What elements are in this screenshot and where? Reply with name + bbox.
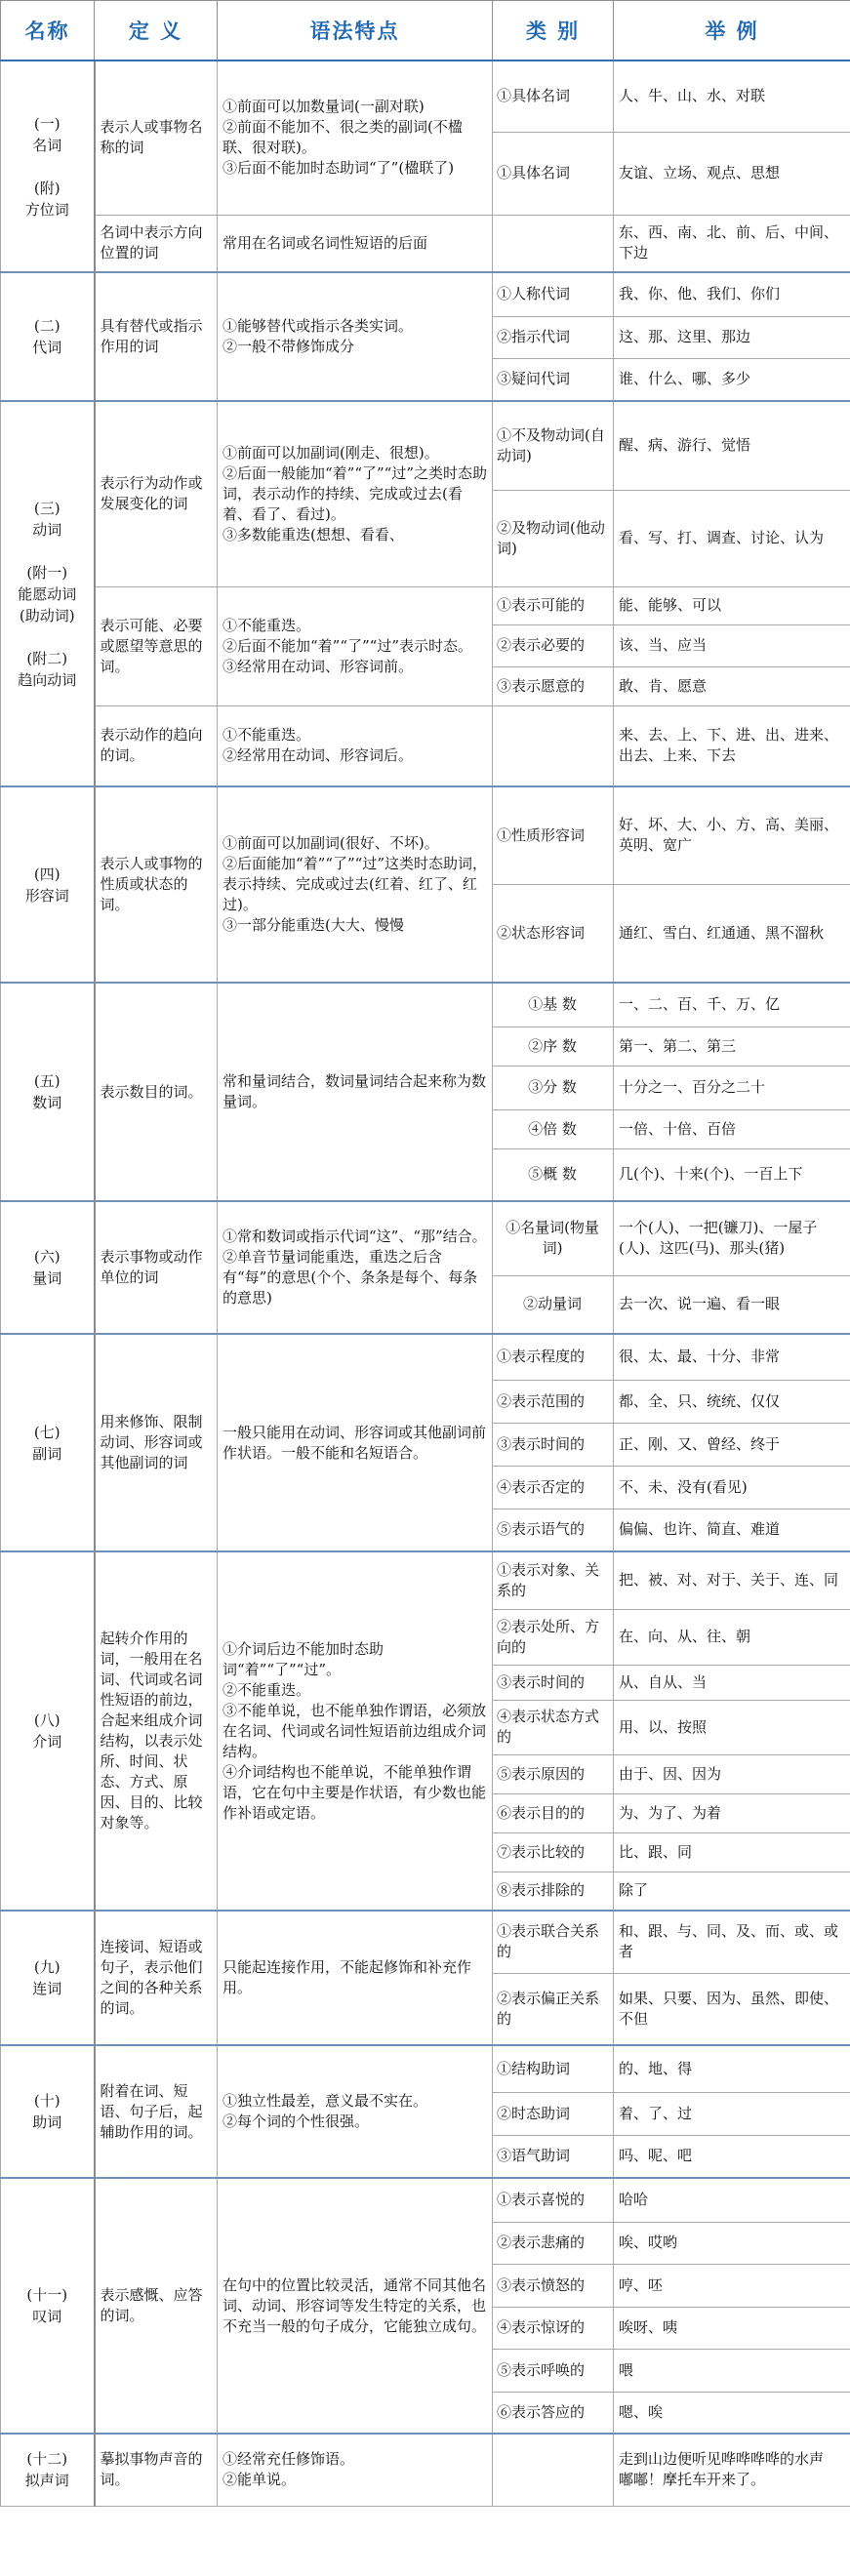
numeral-category-1: ①基 数 (493, 983, 614, 1026)
adverb-example-1: 很、太、最、十分、非常 (614, 1334, 850, 1380)
directional-category (493, 705, 614, 786)
particle-name: (十) 助词 (1, 2045, 95, 2178)
numeral-grammar: 常和量词结合，数词量词结合起来称为数量词。 (218, 983, 493, 1201)
verb-row-1 (1, 401, 850, 490)
adjective-example-2: 通红、雪白、红通通、黑不溜秋 (614, 884, 850, 983)
numeral-category-2: ②序 数 (493, 1026, 614, 1066)
adverb-definition: 用来修饰、限制动词、形容词或其他副词的词 (95, 1334, 218, 1551)
preposition-example-5: 由于、因、因为 (614, 1754, 850, 1793)
noun-name: (一) 名词 (附) 方位词 (1, 60, 95, 272)
interjection-category-3: ③表示愤怒的 (493, 2264, 614, 2307)
conjunction-row-1 (1, 1911, 850, 1973)
verb-grammar: ①前面可以加副词(刚走、很想)。 ②后面一般能加“着”“了”“过”之类时态助词，表示动作的持续、完成或过去(看着、看了、看过)。 ③多数能重迭(想想、看看、 (218, 401, 493, 586)
preposition-definition: 起转介作用的词，一般用在名词、代词或名词性短语的前边，合起来组成介词结构，以表示处所、时间、状态、方式、原因、目的、比较对象等。 (95, 1551, 218, 1911)
numeral-example-2: 第一、第二、第三 (614, 1026, 850, 1066)
adverb-example-4: 不、未、没有(看见) (614, 1466, 850, 1509)
onomatopoeia-grammar: ①经常充任修饰语。 ②能单说。 (218, 2434, 493, 2506)
header-name: 名称 (1, 1, 95, 61)
noun-example-1: 人、牛、山、水、对联 (614, 60, 850, 132)
particle-example-1: 的、地、得 (614, 2045, 850, 2092)
interjection-category-4: ④表示惊讶的 (493, 2307, 614, 2349)
measure-definition: 表示事物或动作单位的词 (95, 1201, 218, 1334)
conjunction-example-2: 如果、只要、因为、虽然、即使、不但 (614, 1973, 850, 2045)
pronoun-example-1: 我、你、他、我们、你们 (614, 272, 850, 316)
numeral-name: (五) 数词 (1, 983, 95, 1201)
adjective-name: (四) 形容词 (1, 786, 95, 983)
interjection-row-1 (1, 2178, 850, 2222)
preposition-example-3: 从、自从、当 (614, 1665, 850, 1700)
modal-example-1: 能、能够、可以 (614, 586, 850, 624)
numeral-example-5: 几(个)、十来(个)、一百上下 (614, 1148, 850, 1201)
noun-example-2: 友谊、立场、观点、思想 (614, 132, 850, 215)
pronoun-category-1: ①人称代词 (493, 272, 614, 316)
preposition-name: (八) 介词 (1, 1551, 95, 1911)
preposition-category-6: ⑥表示目的的 (493, 1793, 614, 1832)
verb-name: (三) 动词 (附一) 能愿动词 (助动词) (附二) 趋向动词 (1, 401, 95, 786)
modal-category-2: ②表示必要的 (493, 624, 614, 666)
numeral-example-3: 十分之一、百分之二十 (614, 1066, 850, 1109)
numeral-row-1 (1, 983, 850, 1026)
interjection-example-3: 哼、呸 (614, 2264, 850, 2307)
interjection-grammar: 在句中的位置比较灵活，通常不同其他名词、动词、形容词等发生特定的关系，也不充当一般的句子成分，它能独立成句。 (218, 2178, 493, 2434)
adverb-category-5: ⑤表示语气的 (493, 1509, 614, 1551)
header-definition: 定 义 (95, 1, 218, 61)
measure-category-1: ①名量词(物量词) (493, 1201, 614, 1275)
verb-category-2: ②及物动词(他动词) (493, 490, 614, 586)
numeral-example-1: 一、二、百、千、万、亿 (614, 983, 850, 1026)
preposition-category-8: ⑧表示排除的 (493, 1872, 614, 1911)
modal-grammar: ①不能重迭。 ②后面不能加“着”“了”“过”表示时态。 ③经常用在动词、形容词前。 (218, 586, 493, 705)
adverb-example-5: 偏偏、也许、简直、难道 (614, 1509, 850, 1551)
header-row (1, 1, 850, 61)
noun-definition: 表示人或事物名称的词 (95, 60, 218, 215)
pronoun-definition: 具有替代或指示作用的词 (95, 272, 218, 401)
locative-grammar: 常用在名词或名词性短语的后面 (218, 215, 493, 272)
preposition-category-7: ⑦表示比较的 (493, 1832, 614, 1872)
measure-category-2: ②动量词 (493, 1275, 614, 1334)
particle-category-2: ②时态助词 (493, 2092, 614, 2135)
preposition-example-8: 除了 (614, 1872, 850, 1911)
preposition-category-1: ①表示对象、关系的 (493, 1551, 614, 1609)
onomatopoeia-name: (十二) 拟声词 (1, 2434, 95, 2506)
numeral-category-5: ⑤概 数 (493, 1148, 614, 1201)
onomatopoeia-category (493, 2434, 614, 2506)
pronoun-example-3: 谁、什么、哪、多少 (614, 358, 850, 401)
particle-row-1 (1, 2045, 850, 2092)
adjective-category-1: ①性质形容词 (493, 786, 614, 884)
preposition-category-4: ④表示状态方式的 (493, 1700, 614, 1754)
adverb-category-3: ③表示时间的 (493, 1423, 614, 1466)
interjection-example-5: 喂 (614, 2349, 850, 2392)
pronoun-example-2: 这、那、这里、那边 (614, 316, 850, 358)
noun-grammar: ①前面可以加数量词(一副对联) ②前面不能加不、很之类的副词(不楹联、很对联)。 ③后面不能加时态助词“了”(楹联了) (218, 60, 493, 215)
modal-definition: 表示可能、必要或愿望等意思的词。 (95, 586, 218, 705)
conjunction-category-1: ①表示联合关系的 (493, 1911, 614, 1973)
adverb-example-2: 都、全、只、统统、仅仅 (614, 1380, 850, 1423)
directional-example: 来、去、上、下、进、出、进来、出去、上来、下去 (614, 705, 850, 786)
preposition-example-6: 为、为了、为着 (614, 1793, 850, 1832)
adverb-grammar: 一般只能用在动词、形容词或其他副词前作状语。一般不能和名短语合。 (218, 1334, 493, 1551)
directional-definition: 表示动作的趋向的词。 (95, 705, 218, 786)
conjunction-name: (九) 连词 (1, 1911, 95, 2045)
header-example: 举 例 (614, 1, 850, 61)
pronoun-grammar: ①能够替代或指示各类实词。 ②一般不带修饰成分 (218, 272, 493, 401)
interjection-category-2: ②表示悲痛的 (493, 2222, 614, 2264)
measure-name: (六) 量词 (1, 1201, 95, 1334)
measure-example-2: 去一次、说一遍、看一眼 (614, 1275, 850, 1334)
particle-grammar: ①独立性最差，意义最不实在。 ②每个词的个性很强。 (218, 2045, 493, 2178)
preposition-category-2: ②表示处所、方向的 (493, 1609, 614, 1665)
interjection-example-1: 哈哈 (614, 2178, 850, 2222)
noun-row-3 (1, 215, 850, 272)
interjection-example-4: 唉呀、咦 (614, 2307, 850, 2349)
conjunction-category-2: ②表示偏正关系的 (493, 1973, 614, 2045)
modal-example-2: 该、当、应当 (614, 624, 850, 666)
noun-row-1 (1, 60, 850, 132)
preposition-example-1: 把、被、对、对于、关于、连、同 (614, 1551, 850, 1609)
header-category: 类 别 (493, 1, 614, 61)
numeral-definition: 表示数目的词。 (95, 983, 218, 1201)
preposition-example-7: 比、跟、同 (614, 1832, 850, 1872)
locative-example: 东、西、南、北、前、后、中间、下边 (614, 215, 850, 272)
adverb-category-1: ①表示程度的 (493, 1334, 614, 1380)
onomatopoeia-definition: 摹拟事物声音的词。 (95, 2434, 218, 2506)
locative-category (493, 215, 614, 272)
numeral-example-4: 一倍、十倍、百倍 (614, 1109, 850, 1148)
preposition-grammar: ①介词后边不能加时态助词“着”“了”“过”。 ②不能重迭。 ③不能单说，也不能单独作谓语，必须放在名词、代词或名词性短语前边组成介词结构。 ④介词结构也不能单说，不能单独作谓语，它在句中主要是作状语，有少数也能作补语或定语。 (218, 1551, 493, 1911)
particle-example-2: 着、了、过 (614, 2092, 850, 2135)
numeral-category-4: ④倍 数 (493, 1109, 614, 1148)
adverb-category-4: ④表示否定的 (493, 1466, 614, 1509)
directional-grammar: ①不能重迭。 ②经常用在动词、形容词后。 (218, 705, 493, 786)
adverb-row-1 (1, 1334, 850, 1380)
adjective-row-1 (1, 786, 850, 884)
verb-definition: 表示行为动作或发展变化的词 (95, 401, 218, 586)
preposition-example-4: 用、以、按照 (614, 1700, 850, 1754)
conjunction-grammar: 只能起连接作用，不能起修饰和补充作用。 (218, 1911, 493, 2045)
adjective-definition: 表示人或事物的性质或状态的词。 (95, 786, 218, 983)
modal-category-1: ①表示可能的 (493, 586, 614, 624)
adverb-example-3: 正、刚、又、曾经、终于 (614, 1423, 850, 1466)
adverb-name: (七) 副词 (1, 1334, 95, 1551)
pronoun-name: (二) 代词 (1, 272, 95, 401)
conjunction-definition: 连接词、短语或句子，表示他们之间的各种关系的词。 (95, 1911, 218, 2045)
particle-definition: 附着在词、短语、句子后，起辅助作用的词。 (95, 2045, 218, 2178)
interjection-example-6: 嗯、唉 (614, 2392, 850, 2434)
interjection-example-2: 唉、哎哟 (614, 2222, 850, 2264)
locative-definition: 名词中表示方向位置的词 (95, 215, 218, 272)
adverb-category-2: ②表示范围的 (493, 1380, 614, 1423)
adjective-category-2: ②状态形容词 (493, 884, 614, 983)
noun-category-1: ①具体名词 (493, 60, 614, 132)
verb-category-1: ①不及物动词(自动词) (493, 401, 614, 490)
noun-category-2: ①具体名词 (493, 132, 614, 215)
preposition-example-2: 在、向、从、往、朝 (614, 1609, 850, 1665)
numeral-category-3: ③分 数 (493, 1066, 614, 1109)
onomatopoeia-row (1, 2434, 850, 2506)
conjunction-example-1: 和、跟、与、同、及、而、或、或者 (614, 1911, 850, 1973)
modal-example-3: 敢、肯、愿意 (614, 666, 850, 705)
interjection-definition: 表示感慨、应答的词。 (95, 2178, 218, 2434)
preposition-row-1 (1, 1551, 850, 1609)
preposition-category-5: ⑤表示原因的 (493, 1754, 614, 1793)
modal-row-1 (1, 586, 850, 624)
measure-grammar: ①常和数词或指示代词“这”、“那”结合。 ②单音节量词能重迭，重迭之后含有“每”的意思(个个、条条是每个、每条的意思) (218, 1201, 493, 1334)
verb-example-2: 看、写、打、调查、讨论、认为 (614, 490, 850, 586)
directional-row (1, 705, 850, 786)
adjective-example-1: 好、坏、大、小、方、高、美丽、英明、宽广 (614, 786, 850, 884)
preposition-category-3: ③表示时间的 (493, 1665, 614, 1700)
interjection-category-6: ⑥表示答应的 (493, 2392, 614, 2434)
particle-example-3: 吗、呢、吧 (614, 2135, 850, 2178)
measure-row-1 (1, 1201, 850, 1275)
interjection-category-1: ①表示喜悦的 (493, 2178, 614, 2222)
particle-category-3: ③语气助词 (493, 2135, 614, 2178)
modal-category-3: ③表示愿意的 (493, 666, 614, 705)
pronoun-category-3: ③疑问代词 (493, 358, 614, 401)
adjective-grammar: ①前面可以加副词(很好、不坏)。 ②后面能加“着”“了”“过”这类时态助词，表示持续、完成或过去(红着、红了、红过)。 ③一部分能重迭(大大、慢慢 (218, 786, 493, 983)
interjection-category-5: ⑤表示呼唤的 (493, 2349, 614, 2392)
verb-example-1: 醒、病、游行、觉悟 (614, 401, 850, 490)
interjection-name: (十一) 叹词 (1, 2178, 95, 2434)
particle-category-1: ①结构助词 (493, 2045, 614, 2092)
measure-example-1: 一个(人)、一把(镰刀)、一屋子(人)、这匹(马)、那头(猪) (614, 1201, 850, 1275)
onomatopoeia-example: 走到山边便听见哗哗哗哗的水声 嘟嘟！摩托车开来了。 (614, 2434, 850, 2506)
header-grammar: 语法特点 (218, 1, 493, 61)
pronoun-category-2: ②指示代词 (493, 316, 614, 358)
pronoun-row-1 (1, 272, 850, 316)
